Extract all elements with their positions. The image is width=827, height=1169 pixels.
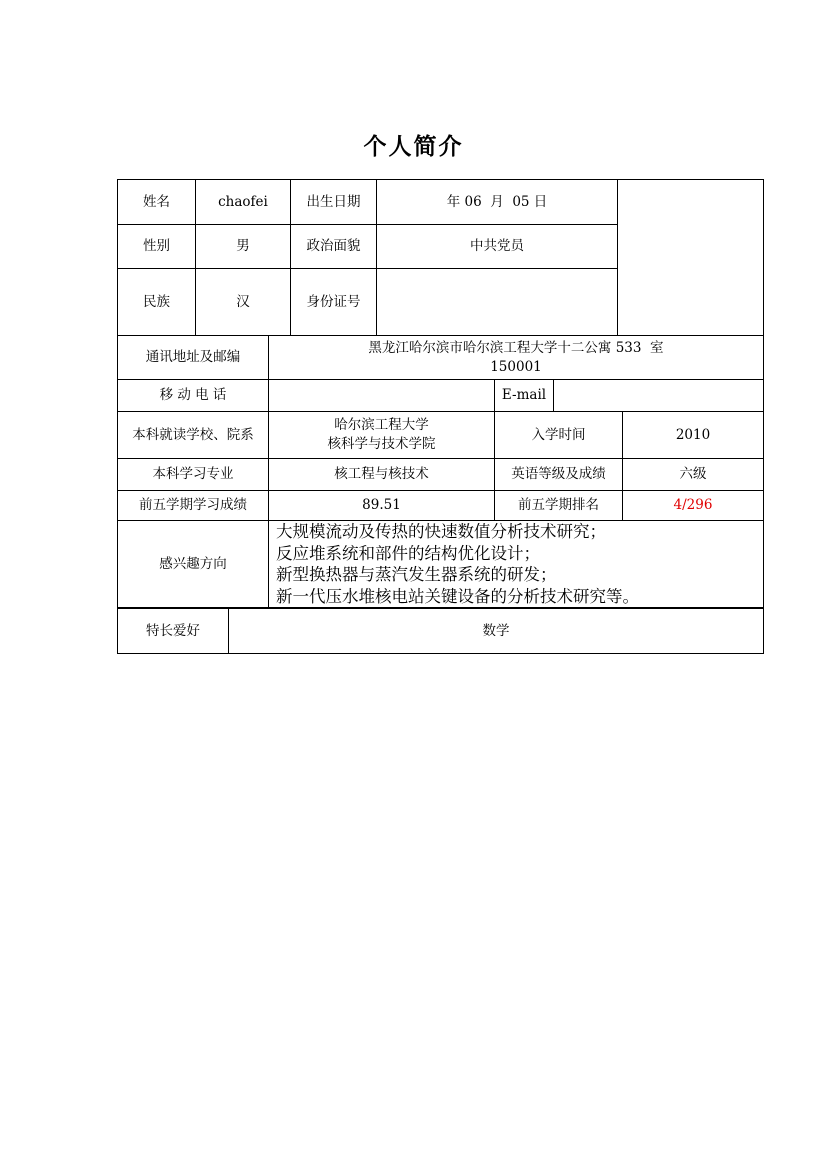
address-line: 黑龙江哈尔滨市哈尔滨工程大学十二公寓 533 室 (368, 339, 664, 356)
interest-item: 新型换热器与蒸汽发生器系统的研发； (276, 565, 557, 584)
enroll-value: 2010 (675, 426, 711, 443)
school-value (269, 412, 494, 458)
interest-item: 大规模流动及传热的快速数值分析技术研究； (276, 522, 606, 541)
interest-item: 新一代压水堆核电站关键设备的分析技术研究等。 (276, 586, 639, 606)
ethnicity-value: 汉 (236, 293, 250, 310)
university-name: 哈尔滨工程大学 (334, 417, 429, 433)
mobile-label: 移 动 电 话 (159, 387, 227, 403)
school-label: 本科就读学校、院系 (132, 426, 254, 443)
interests-label: 感兴趣方向 (159, 555, 227, 572)
hobby-label: 特长爱好 (146, 622, 200, 639)
english-label: 英语等级及成绩 (511, 466, 606, 482)
politics-value: 中共党员 (470, 238, 524, 254)
interests-list (269, 521, 763, 607)
birth-label: 出生日期 (306, 193, 361, 210)
english-value: 六级 (679, 466, 707, 482)
birth-value: 年 06 月 05 日 (446, 193, 548, 210)
page-title: 个人简介 (363, 133, 464, 160)
mobile-value (269, 380, 494, 411)
id-number-label: 身份证号 (306, 293, 361, 310)
table-border-right (763, 179, 764, 654)
rank-label: 前五学期排名 (518, 497, 599, 513)
ethnicity-label: 民族 (143, 293, 170, 310)
gender-value: 男 (236, 238, 250, 254)
gender-label: 性别 (143, 238, 170, 254)
address-value (269, 336, 763, 379)
table-border-bottom (117, 653, 764, 654)
photo-box (618, 180, 763, 335)
interest-item: 反应堆系统和部件的结构优化设计； (276, 543, 540, 563)
gpa-value: 89.51 (362, 497, 401, 513)
name-label: 姓名 (143, 193, 170, 210)
department-name: 核科学与技术学院 (327, 436, 436, 452)
address-label: 通讯地址及邮编 (145, 349, 241, 365)
enroll-label: 入学时间 (531, 426, 586, 443)
email-label: E-mail (501, 387, 547, 403)
email-value (554, 380, 763, 411)
major-label: 本科学习专业 (152, 466, 234, 482)
hobby-value: 数学 (482, 622, 510, 639)
major-value: 核工程与核技术 (334, 466, 429, 482)
gpa-label: 前五学期学习成绩 (139, 497, 247, 513)
id-number-value (377, 269, 617, 335)
postal-code: 150001 (490, 358, 542, 375)
rank-value: 4/296 (673, 497, 713, 513)
politics-label: 政治面貌 (306, 238, 361, 254)
name-value: chaofei (218, 193, 268, 210)
